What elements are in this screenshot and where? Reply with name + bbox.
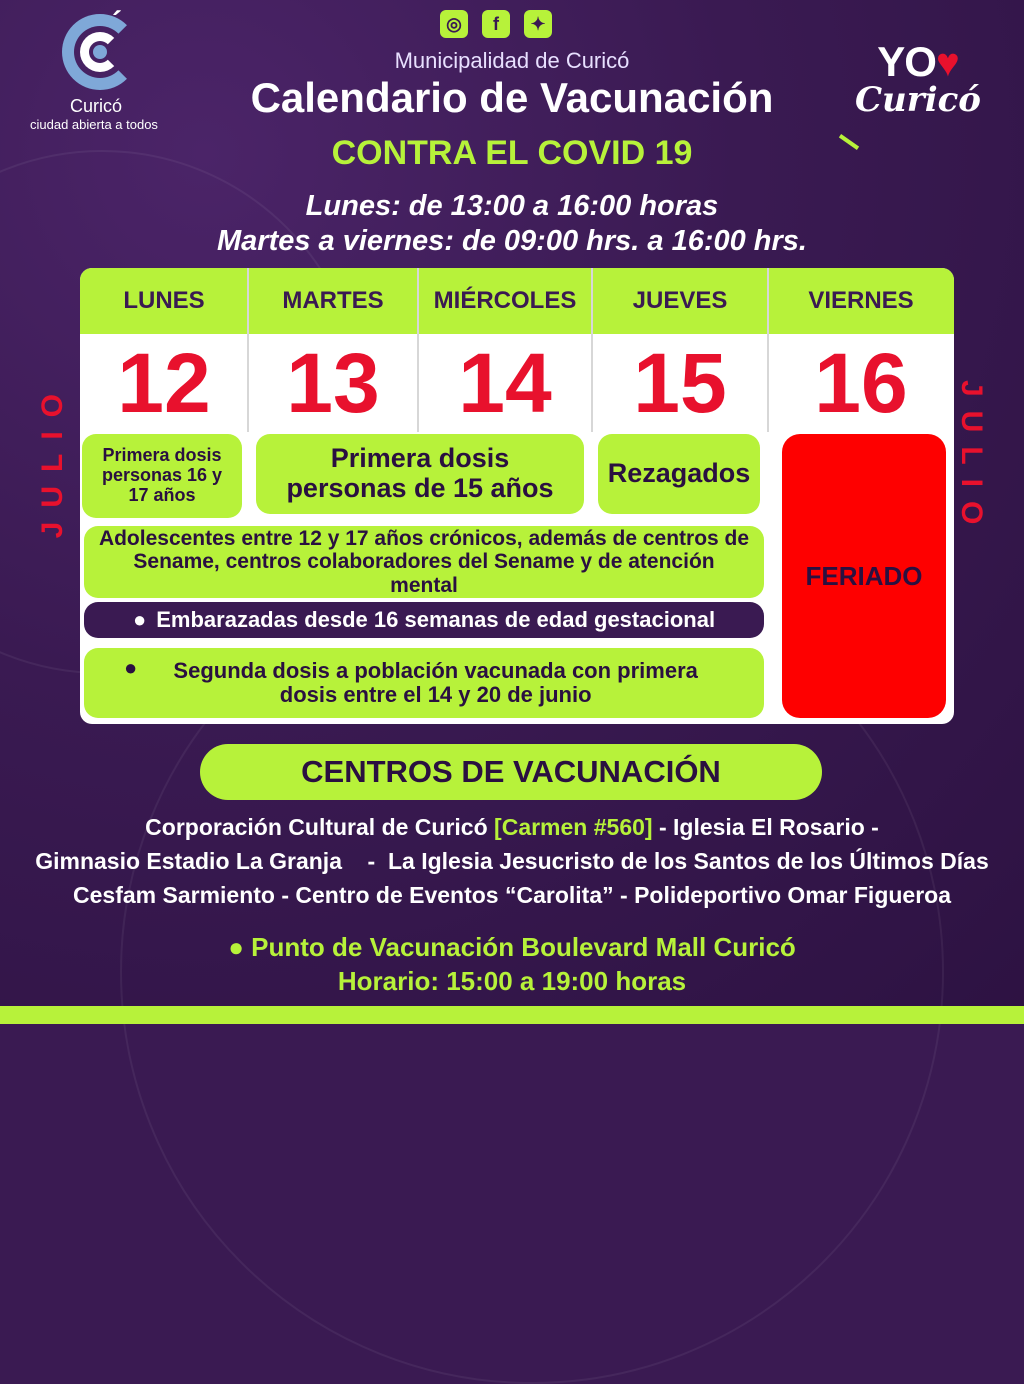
- page-subtitle: CONTRA EL COVID 19: [331, 134, 693, 172]
- second-dose-block: [84, 648, 764, 718]
- pregnant-text: Embarazadas desde 16 semanas de edad gestacional: [156, 606, 716, 632]
- day-name-thursday: JUEVES: [632, 287, 728, 314]
- municipality-name: Municipalidad de Curicó: [394, 48, 630, 73]
- chronic-adolescents-block: Adolescentes entre 12 y 17 años crónicos, además de centros de Sename, centros colaboradores del Sename y de atención mental: [84, 526, 764, 598]
- logo-tagline: ciudad abierta a todos: [30, 117, 158, 132]
- mall-point: [0, 932, 1024, 963]
- page-title: Calendario de Vacunación: [250, 74, 774, 121]
- instagram-icon[interactable]: ◎: [440, 10, 468, 38]
- bullet-icon: ●: [228, 932, 252, 962]
- social-icons: [440, 10, 552, 38]
- thursday-rezagados-block: Rezagados: [598, 434, 760, 514]
- centros-line-3: Cesfam Sarmiento - Centro de Eventos “Carolita” - Polideportivo Omar Figueroa: [73, 882, 951, 908]
- calendar-board: [80, 268, 954, 724]
- hours-monday: Lunes: de 13:00 a 16:00 horas: [305, 190, 719, 222]
- mall-point-hours: Horario: 15:00 a 19:00 horas: [337, 966, 687, 996]
- yo-curico-text: Curicó: [855, 80, 981, 120]
- bullet-icon: ●: [124, 655, 138, 680]
- logo-name: Curicó: [70, 96, 123, 116]
- day-name-friday: VIERNES: [808, 287, 914, 314]
- day-name-tuesday: MARTES: [282, 287, 384, 314]
- day-number-monday: 12: [117, 336, 211, 430]
- second-dose-text: Segunda dosis a población vacunada con primera dosis entre el 14 y 20 de junio: [173, 657, 698, 707]
- day-name-monday: LUNES: [123, 287, 205, 314]
- centros-line-1: [0, 814, 1024, 841]
- decorative-brush-stroke: [0, 1006, 1024, 1024]
- centro-address: [Carmen #560]: [494, 814, 653, 840]
- curico-logo-mark: ´: [62, 14, 138, 90]
- hours-weekdays: Martes a viernes: de 09:00 hrs. a 16:00 hrs.: [217, 225, 807, 257]
- mall-point-label: Punto de Vacunación Boulevard Mall Curicó: [251, 932, 796, 962]
- month-label-left: JULIO: [36, 380, 69, 539]
- day-name-wednesday: MIÉRCOLES: [433, 287, 577, 314]
- facebook-icon[interactable]: f: [482, 10, 510, 38]
- pregnant-block: [84, 602, 764, 638]
- twitter-icon[interactable]: ✦: [524, 10, 552, 38]
- day-number-wednesday: 14: [458, 336, 552, 430]
- monday-first-dose-block: Primera dosis personas 16 y 17 años: [82, 434, 242, 518]
- yo-text: YO: [877, 38, 936, 85]
- centros-line-2: Gimnasio Estadio La Granja - La Iglesia Jesucristo de los Santos de los Últimos Días: [35, 848, 989, 874]
- friday-holiday-block: FERIADO: [782, 434, 946, 718]
- day-number-tuesday: 13: [286, 336, 380, 430]
- centros-title: CENTROS DE VACUNACIÓN: [200, 744, 822, 800]
- heart-icon: ♥: [935, 41, 959, 85]
- day-number-friday: 16: [814, 336, 908, 430]
- centro-iglesia-rosario: - Iglesia El Rosario -: [652, 814, 879, 840]
- month-label-right: JULIO: [955, 380, 988, 539]
- centro-cultural: Corporación Cultural de Curicó: [145, 814, 495, 840]
- bullet-icon: ●: [132, 606, 147, 632]
- tue-wed-first-dose-block: Primera dosis personas de 15 años: [256, 434, 584, 514]
- day-number-thursday: 15: [633, 336, 727, 430]
